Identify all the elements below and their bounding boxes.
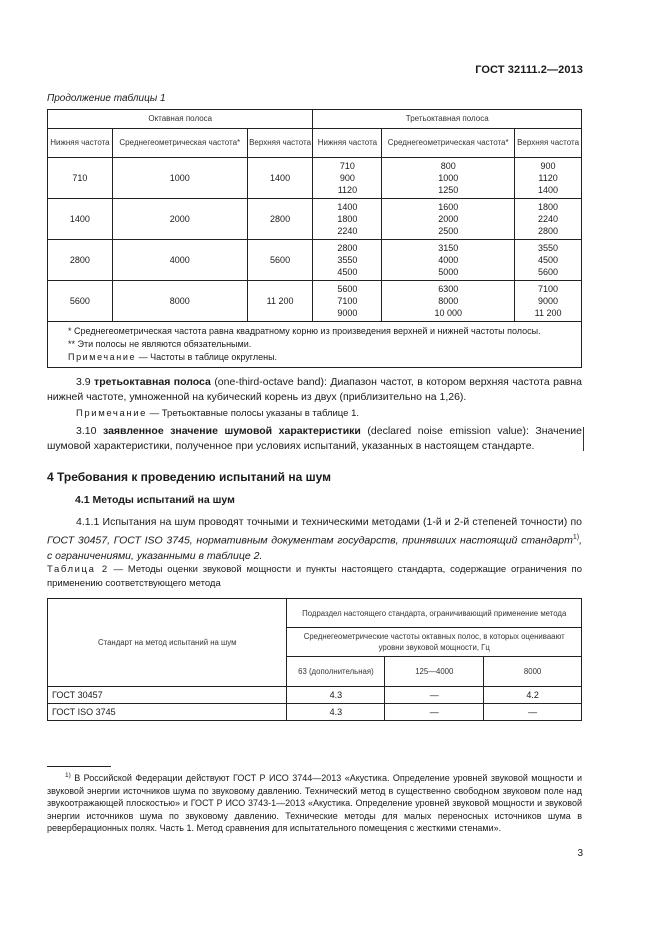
cell: 1600 2000 2500 bbox=[382, 199, 515, 240]
table1-caption: Продолжение таблицы 1 bbox=[47, 93, 166, 104]
col-header: Среднегеометрическая частота* bbox=[112, 129, 247, 158]
cell: 8000 bbox=[112, 281, 247, 322]
cell: 1000 bbox=[112, 158, 247, 199]
col-header: Нижняя частота bbox=[313, 129, 382, 158]
table-row bbox=[48, 704, 582, 721]
cell: 2000 bbox=[112, 199, 247, 240]
subsection-column-header: Подраздел настоящего стандарта, ограничивающий применение метода bbox=[287, 599, 582, 628]
octave-band-header: Октавная полоса bbox=[48, 110, 313, 129]
cell: 3150 4000 5000 bbox=[382, 240, 515, 281]
cell: 6300 8000 10 000 bbox=[382, 281, 515, 322]
table-row bbox=[48, 240, 582, 281]
freq-63-header: 63 (дополнительная) bbox=[287, 657, 385, 687]
section-4-title: 4 Требования к проведению испытаний на шум bbox=[47, 470, 332, 484]
cell: 900 1120 1400 bbox=[515, 158, 582, 199]
section-4-1-1: 4.1.1 Испытания на шум проводят точными и техническими методами (1-й и 2-й степеней точности) по ГОСТ 30457, ГОСТ ISO 3745, нормативным документам государств, принявших настоящий стандарт$^{1)}$, с ограничениями, указанными в таблице 2. bbox=[47, 516, 582, 562]
cell: 3550 4500 5600 bbox=[515, 240, 582, 281]
table-notes bbox=[48, 322, 582, 368]
method-cell: ГОСТ 30457 bbox=[48, 687, 287, 704]
page-number: 3 bbox=[577, 848, 583, 859]
section-3-10: 3.10 заявленное значение шумовой характеристики (declared noise emission value): Значение шумовой характеристики, полученное при условиях испытаний, указанных в настоящем стандарте. bbox=[47, 425, 582, 452]
cell: 4.3 bbox=[287, 704, 385, 721]
frequency-bands-table bbox=[47, 109, 582, 368]
cell: 710 900 1120 bbox=[313, 158, 382, 199]
table-remark: Примечание — Частоты в таблице округлены. bbox=[68, 352, 278, 362]
cell: 11 200 bbox=[247, 281, 313, 322]
cell: 5600 bbox=[48, 281, 113, 322]
footnote-star: * Среднегеометрическая частота равна квадратному корню из произведения верхней и нижней частоты полосы. bbox=[68, 326, 541, 336]
section-3-9-remark: Примечание — Третьоктавные полосы указаны в таблице 1. bbox=[76, 408, 359, 419]
col-header: Нижняя частота bbox=[48, 129, 113, 158]
cell: 4000 bbox=[112, 240, 247, 281]
table2-caption: Таблица 2 — Методы оценки звуковой мощности и пункты настоящего стандарта, содержащие ограничения по применению соответствующего метода bbox=[47, 564, 582, 589]
col-header: Верхняя частота bbox=[247, 129, 313, 158]
cell: 1400 bbox=[48, 199, 113, 240]
section-3-9: 3.9 третьоктавная полоса (one-third-octave band): Диапазон частот, в котором верхняя частота равна нижней частоте, умноженной на кубический корень из двух (приблизительно на 1,26). bbox=[47, 376, 583, 403]
cell: 2800 bbox=[247, 199, 313, 240]
footnote-separator bbox=[47, 766, 111, 767]
table-row bbox=[48, 199, 582, 240]
cell: 5600 bbox=[247, 240, 313, 281]
cell: 5600 7100 9000 bbox=[313, 281, 382, 322]
cell: 2800 3550 4500 bbox=[313, 240, 382, 281]
freq-8000-header: 8000 bbox=[484, 657, 582, 687]
table-row bbox=[48, 281, 582, 322]
freq-mid-header: 125—4000 bbox=[385, 657, 484, 687]
third-octave-band-header: Третьоктавная полоса bbox=[313, 110, 582, 129]
section-4-1-title: 4.1 Методы испытаний на шум bbox=[75, 494, 235, 506]
cell: 2800 bbox=[48, 240, 113, 281]
method-column-header: Стандарт на метод испытаний на шум bbox=[48, 599, 287, 687]
table-notes-row bbox=[48, 322, 582, 368]
cell: 7100 9000 11 200 bbox=[515, 281, 582, 322]
cell: 710 bbox=[48, 158, 113, 199]
cell: 1800 2240 2800 bbox=[515, 199, 582, 240]
footnote-double-star: ** Эти полосы не являются обязательными. bbox=[68, 339, 252, 349]
change-bar bbox=[583, 427, 584, 451]
cell: 800 1000 1250 bbox=[382, 158, 515, 199]
cell: 4.2 bbox=[484, 687, 582, 704]
frequency-column-header: Среднегеометрические частоты октавных полос, в которых оцениваают уровни звуковой мощности, Гц bbox=[287, 628, 582, 657]
footnote: $^{1)}$ В Российской Федерации действуют ГОСТ Р ИСО 3744—2013 «Акустика. Определение уровней звуковой мощности и звуковой энергии источников шума по звуковому давлению. Технический метод в существенно свободном звуковом поле над звукоотражающей плоскостью» и ГОСТ Р ИСО 3743-1—2013 «Акустика. Определение уровней звуковой мощности и звуковой энергии источников шума по звуковому давлению. Технические методы для малых переносных источников шума в реверберационных полях. Часть 1. Метод сравнения для испытательного помещения с жесткими стенами». bbox=[47, 772, 582, 834]
cell: 4.3 bbox=[287, 687, 385, 704]
cell: — bbox=[385, 704, 484, 721]
cell: 1400 1800 2240 bbox=[313, 199, 382, 240]
table-row bbox=[48, 687, 582, 704]
cell: — bbox=[484, 704, 582, 721]
col-header: Среднегеометрическая частота* bbox=[382, 129, 515, 158]
method-cell: ГОСТ ISO 3745 bbox=[48, 704, 287, 721]
test-methods-table bbox=[47, 598, 582, 721]
col-header: Верхняя частота bbox=[515, 129, 582, 158]
cell: — bbox=[385, 687, 484, 704]
table-row bbox=[48, 158, 582, 199]
document-header: ГОСТ 32111.2—2013 bbox=[475, 64, 583, 76]
cell: 1400 bbox=[247, 158, 313, 199]
